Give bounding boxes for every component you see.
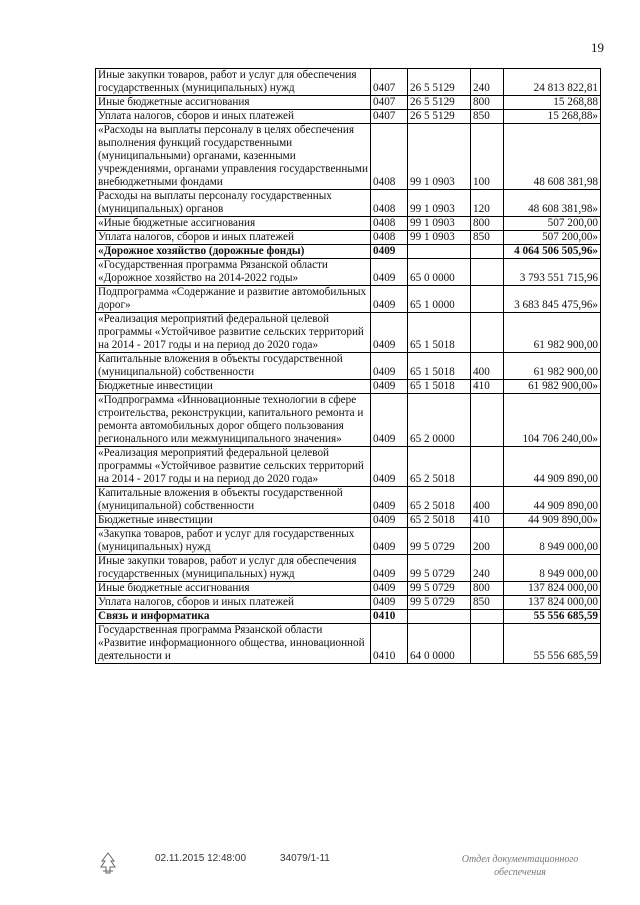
- row-expense-type: 410: [471, 380, 504, 394]
- row-section-code: 0409: [371, 245, 408, 259]
- row-section-code: 0409: [371, 596, 408, 610]
- row-target-article: 65 2 5018: [408, 447, 471, 487]
- row-target-article: 26 5 5129: [408, 69, 471, 96]
- table-row: [96, 231, 601, 245]
- row-description: Иные закупки товаров, работ и услуг для обеспечения государственных (муниципальных) нужд: [96, 69, 371, 96]
- row-expense-type: 800: [471, 217, 504, 231]
- row-description: Бюджетные инвестиции: [96, 380, 371, 394]
- row-section-code: 0409: [371, 259, 408, 286]
- table-row: [96, 96, 601, 110]
- row-expense-type: [471, 245, 504, 259]
- row-amount: 55 556 685,59: [504, 624, 601, 664]
- row-amount: 137 824 000,00: [504, 596, 601, 610]
- page-number: 19: [591, 40, 604, 55]
- row-description: «Подпрограмма «Инновационные технологии в сфере строительства, реконструкции, капитального ремонта и ремонта автомобильных дорог общего пользования регионального или межмуниципального значения»: [96, 394, 371, 447]
- row-section-code: 0409: [371, 394, 408, 447]
- row-section-code: 0409: [371, 487, 408, 514]
- row-expense-type: 240: [471, 69, 504, 96]
- row-amount: 61 982 900,00: [504, 353, 601, 380]
- row-description: «Закупка товаров, работ и услуг для государственных (муниципальных) нужд: [96, 528, 371, 555]
- row-target-article: 99 1 0903: [408, 231, 471, 245]
- budget-table: [95, 68, 601, 664]
- table-row: [96, 447, 601, 487]
- row-target-article: 65 0 0000: [408, 259, 471, 286]
- row-expense-type: 200: [471, 528, 504, 555]
- row-section-code: 0409: [371, 353, 408, 380]
- table-row: [96, 596, 601, 610]
- table-row: [96, 245, 601, 259]
- row-expense-type: [471, 624, 504, 664]
- row-amount: 3 793 551 715,96: [504, 259, 601, 286]
- row-target-article: 65 2 0000: [408, 394, 471, 447]
- row-description: «Дорожное хозяйство (дорожные фонды): [96, 245, 371, 259]
- row-expense-type: [471, 447, 504, 487]
- row-section-code: 0409: [371, 447, 408, 487]
- row-description: Уплата налогов, сборов и иных платежей: [96, 110, 371, 124]
- row-description: «Реализация мероприятий федеральной целевой программы «Устойчивое развитие сельских территорий на 2014 - 2017 годы и на период до 2020 года»: [96, 447, 371, 487]
- row-section-code: 0410: [371, 610, 408, 624]
- row-expense-type: 850: [471, 596, 504, 610]
- row-section-code: 0409: [371, 380, 408, 394]
- row-description: «Государственная программа Рязанской области «Дорожное хозяйство на 2014-2022 годы»: [96, 259, 371, 286]
- row-target-article: [408, 610, 471, 624]
- row-amount: 8 949 000,00: [504, 528, 601, 555]
- table-row: [96, 582, 601, 596]
- row-target-article: 64 0 0000: [408, 624, 471, 664]
- row-description: Капитальные вложения в объекты государственной (муниципальной) собственности: [96, 353, 371, 380]
- row-amount: 44 909 890,00»: [504, 514, 601, 528]
- row-amount: 48 608 381,98: [504, 124, 601, 190]
- row-target-article: 26 5 5129: [408, 110, 471, 124]
- table-row: [96, 624, 601, 664]
- row-amount: 55 556 685,59: [504, 610, 601, 624]
- row-description: Государственная программа Рязанской области «Развитие информационного общества, инновационной деятельности и: [96, 624, 371, 664]
- table-row: [96, 487, 601, 514]
- row-target-article: 99 5 0729: [408, 528, 471, 555]
- row-description: «Иные бюджетные ассигнования: [96, 217, 371, 231]
- row-description: Иные бюджетные ассигнования: [96, 582, 371, 596]
- row-section-code: 0409: [371, 528, 408, 555]
- row-amount: 15 268,88»: [504, 110, 601, 124]
- row-description: Иные бюджетные ассигнования: [96, 96, 371, 110]
- row-section-code: 0409: [371, 582, 408, 596]
- table-row: [96, 217, 601, 231]
- row-description: Уплата налогов, сборов и иных платежей: [96, 231, 371, 245]
- row-section-code: 0408: [371, 231, 408, 245]
- row-expense-type: 120: [471, 190, 504, 217]
- table-row: [96, 380, 601, 394]
- row-amount: 507 200,00»: [504, 231, 601, 245]
- row-description: Бюджетные инвестиции: [96, 514, 371, 528]
- row-section-code: 0409: [371, 514, 408, 528]
- row-amount: 104 706 240,00»: [504, 394, 601, 447]
- row-section-code: 0410: [371, 624, 408, 664]
- row-target-article: 99 5 0729: [408, 555, 471, 582]
- row-section-code: 0408: [371, 217, 408, 231]
- row-expense-type: 240: [471, 555, 504, 582]
- row-section-code: 0409: [371, 555, 408, 582]
- row-amount: 61 982 900,00: [504, 313, 601, 353]
- footer-doc-code: 34079/1-11: [280, 853, 330, 864]
- table-row: [96, 259, 601, 286]
- row-description: Иные закупки товаров, работ и услуг для обеспечения государственных (муниципальных) нужд: [96, 555, 371, 582]
- row-section-code: 0408: [371, 124, 408, 190]
- row-expense-type: 410: [471, 514, 504, 528]
- row-target-article: [408, 245, 471, 259]
- row-section-code: 0407: [371, 110, 408, 124]
- row-target-article: 99 5 0729: [408, 596, 471, 610]
- table-row: [96, 110, 601, 124]
- row-target-article: 65 1 0000: [408, 286, 471, 313]
- row-expense-type: [471, 259, 504, 286]
- row-expense-type: 400: [471, 353, 504, 380]
- stamp-line-1: Отдел документационного: [461, 854, 579, 865]
- row-amount: 4 064 506 505,96»: [504, 245, 601, 259]
- row-expense-type: 850: [471, 231, 504, 245]
- table-row: [96, 353, 601, 380]
- stamp-line-2: обеспечения: [494, 867, 546, 878]
- row-description: «Реализация мероприятий федеральной целевой программы «Устойчивое развитие сельских территорий на 2014 - 2017 годы и на период до 2020 года»: [96, 313, 371, 353]
- table-row: [96, 555, 601, 582]
- row-amount: 15 268,88: [504, 96, 601, 110]
- row-amount: 24 813 822,81: [504, 69, 601, 96]
- table-row: [96, 394, 601, 447]
- row-expense-type: [471, 286, 504, 313]
- row-amount: 507 200,00: [504, 217, 601, 231]
- row-expense-type: 100: [471, 124, 504, 190]
- row-description: «Расходы на выплаты персоналу в целях обеспечения выполнения функций государственными (муниципальными) органами, казенными учреждениями, органами управления государственными внебюджетными фондами: [96, 124, 371, 190]
- row-target-article: 65 1 5018: [408, 313, 471, 353]
- table-row: [96, 610, 601, 624]
- row-expense-type: 400: [471, 487, 504, 514]
- row-expense-type: 850: [471, 110, 504, 124]
- row-description: Расходы на выплаты персоналу государственных (муниципальных) органов: [96, 190, 371, 217]
- emblem-icon: [100, 852, 116, 874]
- row-expense-type: 800: [471, 96, 504, 110]
- table-row: [96, 514, 601, 528]
- table-row: [96, 313, 601, 353]
- row-section-code: 0408: [371, 190, 408, 217]
- row-expense-type: [471, 313, 504, 353]
- row-amount: 3 683 845 475,96»: [504, 286, 601, 313]
- row-target-article: 99 1 0903: [408, 217, 471, 231]
- row-amount: 44 909 890,00: [504, 487, 601, 514]
- row-description: Связь и информатика: [96, 610, 371, 624]
- row-description: Капитальные вложения в объекты государственной (муниципальной) собственности: [96, 487, 371, 514]
- row-target-article: 65 1 5018: [408, 380, 471, 394]
- row-target-article: 99 5 0729: [408, 582, 471, 596]
- row-expense-type: [471, 610, 504, 624]
- row-section-code: 0409: [371, 286, 408, 313]
- row-description: Уплата налогов, сборов и иных платежей: [96, 596, 371, 610]
- row-section-code: 0409: [371, 313, 408, 353]
- table-row: [96, 190, 601, 217]
- page-edge-mark: [0, 0, 3, 905]
- row-target-article: 99 1 0903: [408, 190, 471, 217]
- table-row: [96, 69, 601, 96]
- table-row: [96, 528, 601, 555]
- row-target-article: 65 2 5018: [408, 514, 471, 528]
- row-description: Подпрограмма «Содержание и развитие автомобильных дорог»: [96, 286, 371, 313]
- row-amount: 137 824 000,00: [504, 582, 601, 596]
- table-row: [96, 286, 601, 313]
- department-stamp: [450, 853, 590, 879]
- footer-datetime: 02.11.2015 12:48:00: [155, 853, 247, 864]
- budget-table-body: [96, 69, 601, 664]
- row-amount: 61 982 900,00»: [504, 380, 601, 394]
- row-amount: 44 909 890,00: [504, 447, 601, 487]
- row-expense-type: 800: [471, 582, 504, 596]
- row-amount: 8 949 000,00: [504, 555, 601, 582]
- row-amount: 48 608 381,98»: [504, 190, 601, 217]
- row-expense-type: [471, 394, 504, 447]
- row-section-code: 0407: [371, 96, 408, 110]
- row-target-article: 65 1 5018: [408, 353, 471, 380]
- table-row: [96, 124, 601, 190]
- row-target-article: 99 1 0903: [408, 124, 471, 190]
- row-target-article: 65 2 5018: [408, 487, 471, 514]
- row-target-article: 26 5 5129: [408, 96, 471, 110]
- row-section-code: 0407: [371, 69, 408, 96]
